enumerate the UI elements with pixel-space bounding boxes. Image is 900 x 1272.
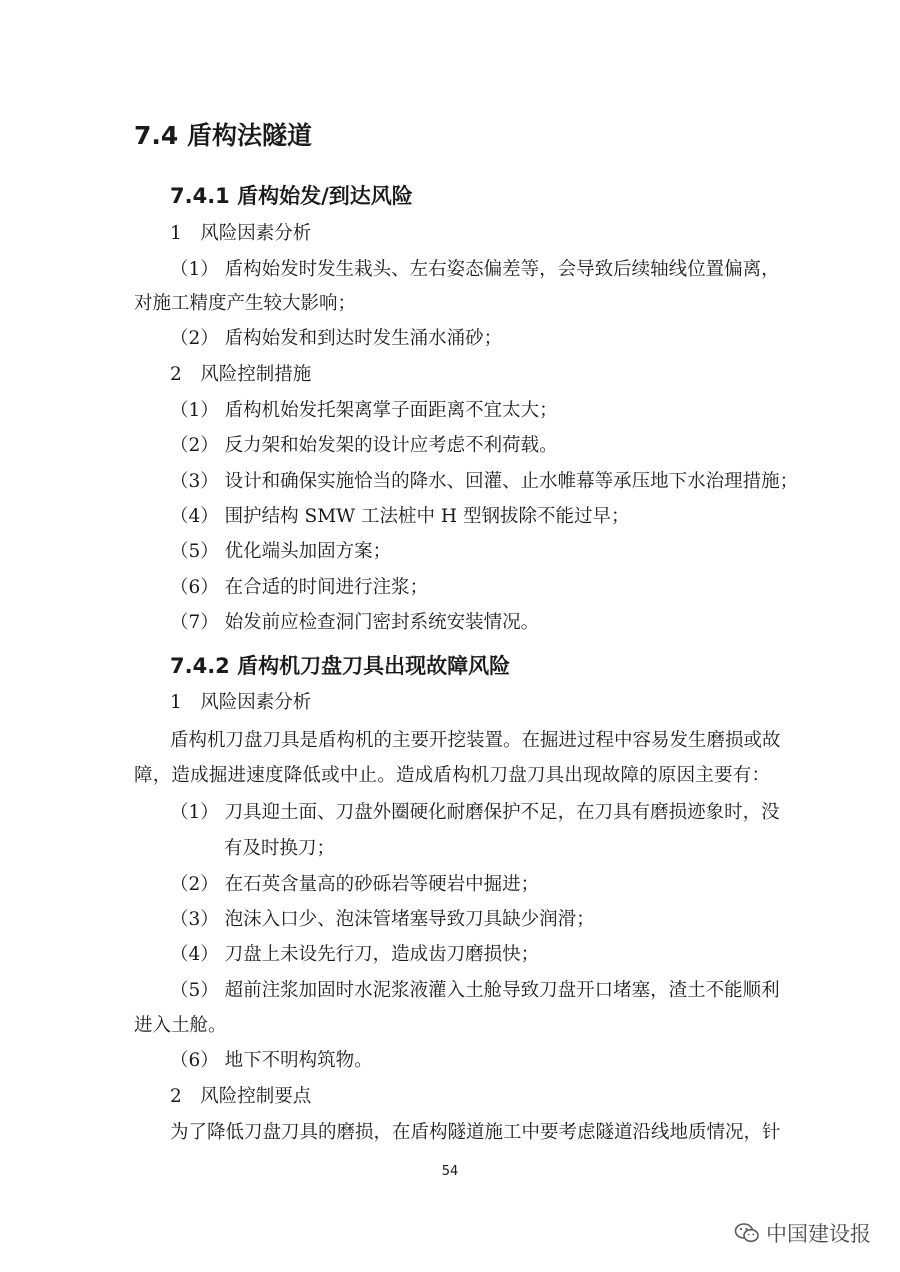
list-item: （5） 超前注浆加固时水泥浆液灌入土舱导致刀盘开口堵塞，渣土不能顺利 [170, 980, 780, 1001]
watermark-text: 中国建设报 [766, 1222, 871, 1246]
paragraph-line: 障，造成掘进速度降低或中止。造成盾构机刀盘刀具出现故障的原因主要有： [134, 765, 770, 786]
page-number: 54 [441, 1164, 459, 1179]
risk-factor-label: 1 风险因素分析 [170, 223, 312, 244]
list-item: （6） 地下不明构筑物。 [170, 1050, 373, 1071]
list-item: （3） 设计和确保实施恰当的降水、回灌、止水帷幕等承压地下水治理措施； [170, 471, 799, 492]
list-item: （2） 反力架和始发架的设计应考虑不利荷载。 [170, 435, 558, 456]
list-item: （3） 泡沫入口少、泡沫管堵塞导致刀具缺少润滑； [170, 909, 595, 930]
list-item: （7） 始发前应检查洞门密封系统安装情况。 [170, 612, 540, 633]
list-item: （4） 围护结构 SMW 工法桩中 H 型钢拔除不能过早； [170, 506, 630, 527]
list-item: （5） 优化端头加固方案； [170, 541, 392, 562]
list-item-continuation: 有及时换刀； [224, 838, 336, 859]
list-item-continuation: 对施工精度产生较大影响； [134, 293, 357, 314]
list-item-continuation: 进入土舱。 [134, 1015, 227, 1036]
risk-control-label: 2 风险控制要点 [170, 1086, 312, 1107]
subsection-title-7-4-2: 7.4.2 盾构机刀盘刀具出现故障风险 [170, 654, 511, 678]
subsection-title-7-4-1: 7.4.1 盾构始发/到达风险 [170, 184, 413, 208]
list-item: （6） 在合适的时间进行注浆； [170, 577, 429, 598]
risk-factor-label: 1 风险因素分析 [170, 692, 312, 713]
list-item: （1） 刀具迎土面、刀盘外圈硬化耐磨保护不足，在刀具有磨损迹象时，没 [170, 802, 780, 823]
list-item: （1） 盾构机始发托架离掌子面距离不宜太大； [170, 400, 558, 421]
list-item: （4） 刀盘上未设先行刀，造成齿刀磨损快； [170, 944, 540, 965]
section-title: 7.4 盾构法隧道 [134, 121, 312, 150]
paragraph-line: 盾构机刀盘刀具是盾构机的主要开挖装置。在掘进过程中容易发生磨损或故 [170, 730, 781, 751]
list-item: （1） 盾构始发时发生栽头、左右姿态偏差等，会导致后续轴线位置偏离， [170, 259, 780, 280]
list-item: （2） 盾构始发和到达时发生涌水涌砂； [170, 328, 503, 349]
risk-control-label: 2 风险控制措施 [170, 364, 312, 385]
paragraph-line: 为了降低刀盘刀具的磨损，在盾构隧道施工中要考虑隧道沿线地质情况，针 [170, 1122, 781, 1143]
wechat-icon [734, 1221, 760, 1245]
list-item: （2） 在石英含量高的砂砾岩等硬岩中掘进； [170, 874, 540, 895]
watermark [734, 1218, 871, 1248]
